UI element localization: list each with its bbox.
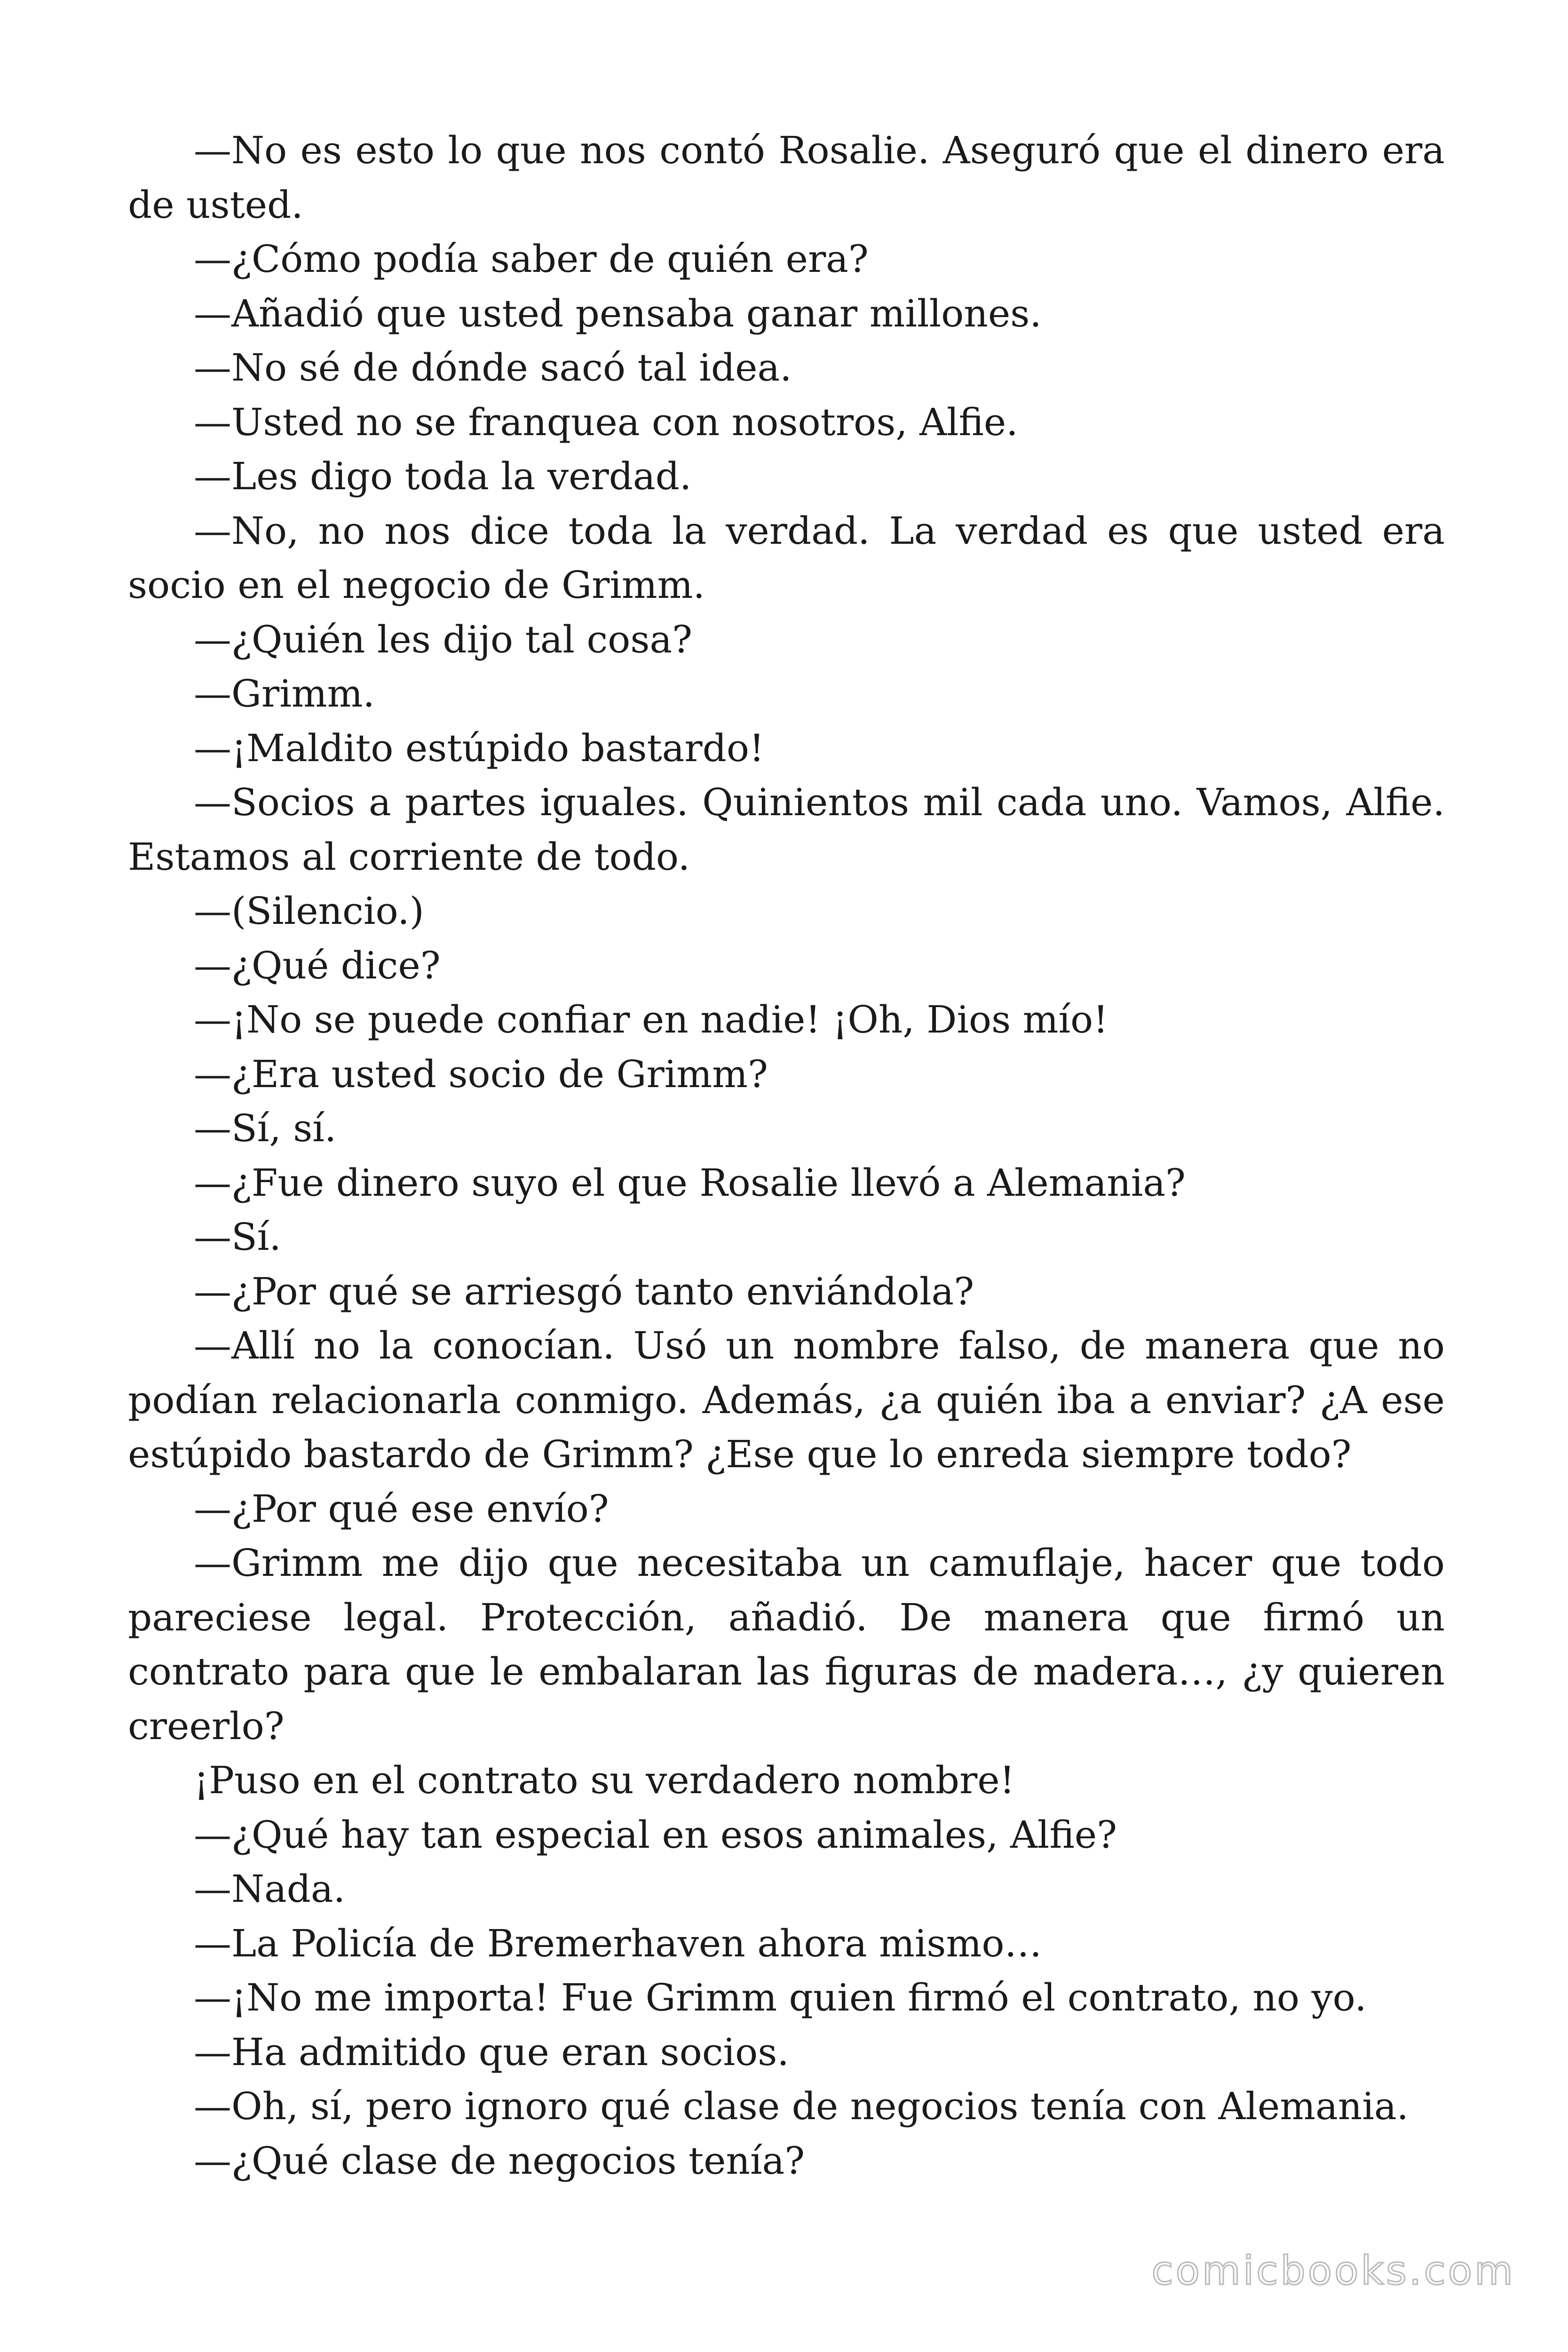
paragraph: —Allí no la conocían. Usó un nombre falso, de manera que no podían relacionarla conmigo. Además, ¿a quién iba a enviar? ¿A ese estúpido bastardo de Grimm? ¿Ese que lo enreda siempre todo?: [128, 1324, 1445, 1476]
paragraph: —¿Cómo podía saber de quién era?: [194, 237, 869, 281]
paragraph: —Grimm.: [194, 672, 375, 715]
paragraph: —Usted no se franquea con nosotros, Alfie.: [194, 400, 1018, 444]
paragraph: —Les digo toda la verdad.: [194, 454, 692, 498]
paragraph: —No sé de dónde sacó tal idea.: [194, 346, 792, 389]
paragraph: —Sí.: [194, 1215, 281, 1259]
paragraph: —Ha admitido que eran socios.: [194, 2030, 789, 2074]
paragraph: —Nada.: [194, 1867, 346, 1911]
paragraph: —No es esto lo que nos contó Rosalie. Aseguró que el dinero era de usted.: [128, 128, 1445, 227]
paragraph: —(Silencio.): [194, 889, 424, 933]
paragraph: —¡No me importa! Fue Grimm quien firmó el contrato, no yo.: [194, 1976, 1367, 2019]
paragraph: —¿Por qué se arriesgó tanto enviándola?: [194, 1269, 974, 1313]
paragraph: —¿Qué hay tan especial en esos animales, Alfie?: [194, 1812, 1117, 1857]
paragraph: —La Policía de Bremerhaven ahora mismo…: [194, 1921, 1042, 1965]
paragraph: —Añadió que usted pensaba ganar millones.: [194, 291, 1042, 335]
paragraph: —Oh, sí, pero ignoro qué clase de negocios tenía con Alemania.: [194, 2084, 1409, 2128]
paragraph: —¡No se puede confiar en nadie! ¡Oh, Dios mío!: [194, 998, 1109, 1041]
paragraph: —¿Fue dinero suyo el que Rosalie llevó a Alemania?: [194, 1160, 1186, 1205]
paragraph: —Sí, sí.: [194, 1106, 337, 1150]
book-page-text: [128, 123, 1445, 2188]
paragraph: —¿Era usted socio de Grimm?: [194, 1052, 768, 1096]
paragraph: —¿Por qué ese envío?: [194, 1486, 609, 1531]
paragraph: —¿Qué clase de negocios tenía?: [194, 2138, 805, 2183]
paragraph: —¿Qué dice?: [194, 943, 441, 987]
paragraph: —¿Quién les dijo tal cosa?: [194, 617, 692, 661]
paragraph: —Grimm me dijo que necesitaba un camuflaje, hacer que todo pareciese legal. Protección, añadió. De manera que firmó un contrato para que le embalaran las figuras de madera…, ¿y quieren creerlo?: [128, 1541, 1445, 1748]
watermark: comicbooks.com: [1151, 2248, 1515, 2294]
paragraph: —Socios a partes iguales. Quinientos mil cada uno. Vamos, Alfie. Estamos al corriente de todo.: [128, 780, 1445, 879]
paragraph: ¡Puso en el contrato su verdadero nombre!: [194, 1758, 1015, 1802]
paragraph: —No, no nos dice toda la verdad. La verdad es que usted era socio en el negocio de Grimm.: [128, 509, 1445, 607]
paragraph: —¡Maldito estúpido bastardo!: [194, 726, 765, 770]
